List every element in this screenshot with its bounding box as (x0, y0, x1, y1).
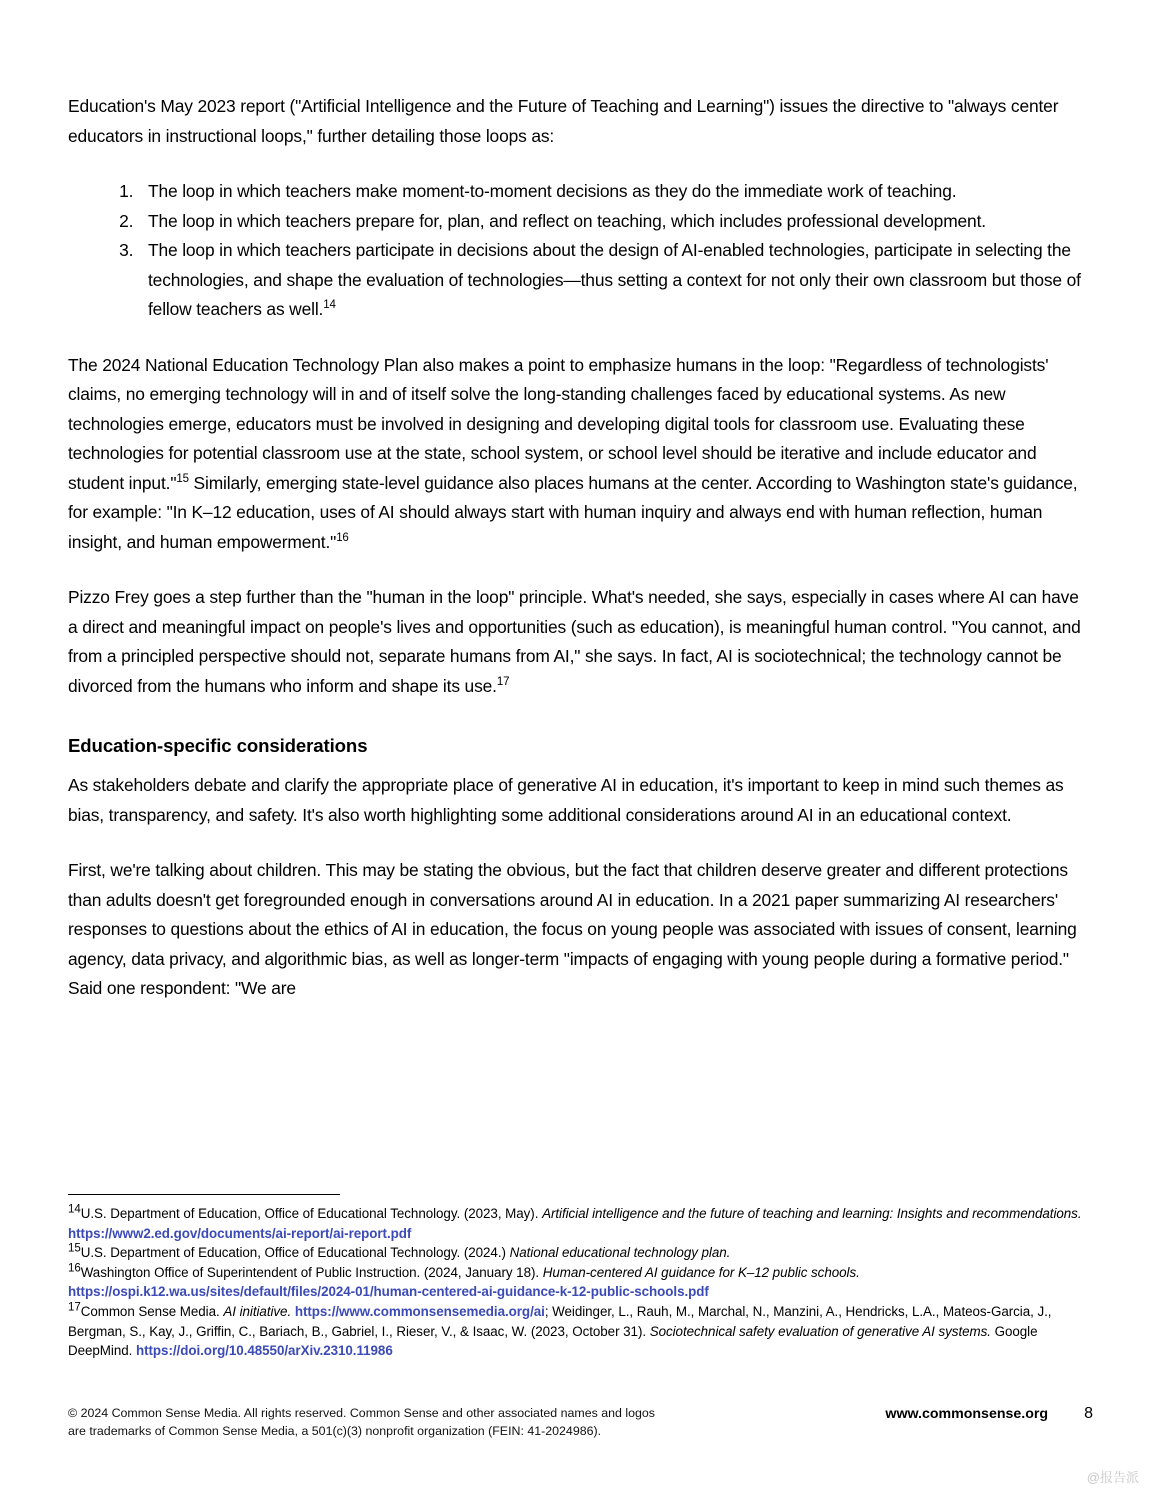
footnote-17-text-2: ; Weidinger, L., Rauh, M., Marchal, N., Manzini, A., Hendricks, L.A., Mateos-Garcia, J., Bergman, S., Kay, J., Griffin, C., Bariach, B., Gabriel, I., Rieser, V., & Isaac, W. (2023, October 31). (68, 1303, 1052, 1339)
footnote-17-text-3: Google DeepMind. (68, 1323, 1038, 1359)
copyright-block (68, 1405, 655, 1440)
copyright-line-1: © 2024 Common Sense Media. All rights reserved. Common Sense and other associated names and logos (68, 1406, 655, 1420)
page-footer (68, 1405, 1093, 1440)
footnote-number-14: 14 (68, 1203, 81, 1216)
paragraph-pizzo-frey (68, 583, 1091, 701)
footnote-14-title: Artificial intelligence and the future of teaching and learning: Insights and recommendations. (542, 1206, 1082, 1221)
page-content (68, 92, 1091, 1030)
footnote-17-link[interactable]: https://www.commonsensemedia.org/ai (294, 1303, 545, 1319)
footnote-15 (68, 1243, 1093, 1263)
footnote-16-link[interactable]: https://ospi.k12.wa.us/sites/default/files/2024-01/human-centered-ai-guidance-k-12-public-schools.pdf (68, 1284, 709, 1300)
copyright-line-2: are trademarks of Common Sense Media, a 501(c)(3) nonprofit organization (FEIN: 41-2024986). (68, 1423, 602, 1438)
footnote-17-title: AI initiative. (223, 1303, 292, 1319)
footnote-16-text: Washington Office of Superintendent of Public Instruction. (2024, January 18). (80, 1264, 543, 1280)
list-item (138, 207, 1091, 237)
footnote-number-15: 15 (68, 1242, 81, 1255)
footnote-14-text: U.S. Department of Education, Office of Educational Technology. (2023, May). (80, 1206, 543, 1221)
numbered-loop-list (68, 177, 1091, 325)
intro-paragraph: Education's May 2023 report ("Artificial Intelligence and the Future of Teaching and Learning") issues the directive to "always center educators in instructional loops," further detailing those loops as: (68, 96, 1059, 146)
paragraph-netp-part1: The 2024 National Education Technology Plan also makes a point to emphasize humans in the loop: "Regardless of technologists' claims, no emerging technology will in and of itself solve the long-standing challenges faced by educational systems. As new technologies emerge, educators must be involved in designing and developing digital tools for classroom use. Evaluating these technologies for potential classroom use at the state, school system, or school level should be iterative and include educator and student input." (68, 354, 1049, 493)
footnote-marker-15: 15 (176, 472, 189, 485)
list-item (138, 236, 1091, 325)
footnote-marker-16: 16 (336, 531, 349, 544)
paragraph-netp-part2: Similarly, emerging state-level guidance also places humans at the center. According to Washington state's guidance, for example: "In K–12 education, uses of AI should always start with human inquiry and always end with human reflection, human insight, and human empowerment." (68, 472, 1078, 552)
footnote-17-link-2[interactable]: https://doi.org/10.48550/arXiv.2310.11986 (135, 1343, 393, 1359)
list-item-text: The loop in which teachers participate in decisions about the design of AI-enabled technologies, participate in selecting the technologies, and shape the evaluation of technologies—thus setting a context for not only their own classroom but those of fellow teachers as well. (148, 240, 1081, 319)
list-item-text: The loop in which teachers make moment-to-moment decisions as they do the immediate work of teaching. (148, 181, 957, 201)
footnote-16 (68, 1263, 1093, 1302)
watermark: @报告派 (1086, 1470, 1139, 1485)
footnote-separator-rule (68, 1194, 340, 1195)
footnotes-section (68, 1194, 1093, 1361)
footnote-number-17: 17 (68, 1301, 81, 1314)
footnote-17-title-2: Sociotechnical safety evaluation of generative AI systems. (649, 1323, 991, 1339)
list-item (138, 177, 1091, 207)
footnote-marker-14: 14 (323, 299, 336, 312)
footnote-14 (68, 1204, 1093, 1243)
section-heading: Education-specific considerations (68, 735, 368, 756)
footnote-14-link[interactable]: https://www2.ed.gov/documents/ai-report/ai-report.pdf (68, 1225, 412, 1241)
footnote-17-text: Common Sense Media. (80, 1303, 224, 1319)
paragraph-stakeholders: As stakeholders debate and clarify the appropriate place of generative AI in education, it's important to keep in mind such themes as bias, transparency, and safety. It's also worth highlighting some additional considerations around AI in an educational context. (68, 775, 1064, 825)
footnote-16-title: Human-centered AI guidance for K–12 public schools. (542, 1264, 860, 1280)
footer-right-block (885, 1405, 1093, 1423)
footnote-number-16: 16 (68, 1262, 81, 1275)
list-item-text: The loop in which teachers prepare for, plan, and reflect on teaching, which includes professional development. (148, 210, 986, 231)
paragraph-netp (68, 351, 1091, 558)
paragraph-pizzo-frey-text: Pizzo Frey goes a step further than the "human in the loop" principle. What's needed, she says, especially in cases where AI can have a direct and meaningful impact on people's lives and opportunities (such as education), is meaningful human control. "You cannot, and from a principled perspective should not, separate humans from AI," she says. In fact, AI is sociotechnical; the technology cannot be divorced from the humans who inform and shape its use. (68, 587, 1081, 696)
paragraph-children: First, we're talking about children. This may be stating the obvious, but the fact that children deserve greater and different protections than adults doesn't get foregrounded enough in conversations around AI in education. In a 2021 paper summarizing AI researchers' responses to questions about the ethics of AI in education, the focus on young people was associated with issues of consent, learning agency, data privacy, and algorithmic bias, as well as longer-term "impacts of engaging with young people during a formative period." Said one respondent: "We are (68, 860, 1077, 998)
footnote-17 (68, 1302, 1093, 1361)
footer-website-url[interactable]: www.commonsense.org (885, 1406, 1049, 1422)
page-number: 8 (1084, 1405, 1093, 1422)
footnote-marker-17: 17 (496, 675, 510, 688)
footnote-15-title: National educational technology plan. (509, 1245, 731, 1261)
footnote-15-text: U.S. Department of Education, Office of Educational Technology. (2024.) (80, 1245, 510, 1261)
